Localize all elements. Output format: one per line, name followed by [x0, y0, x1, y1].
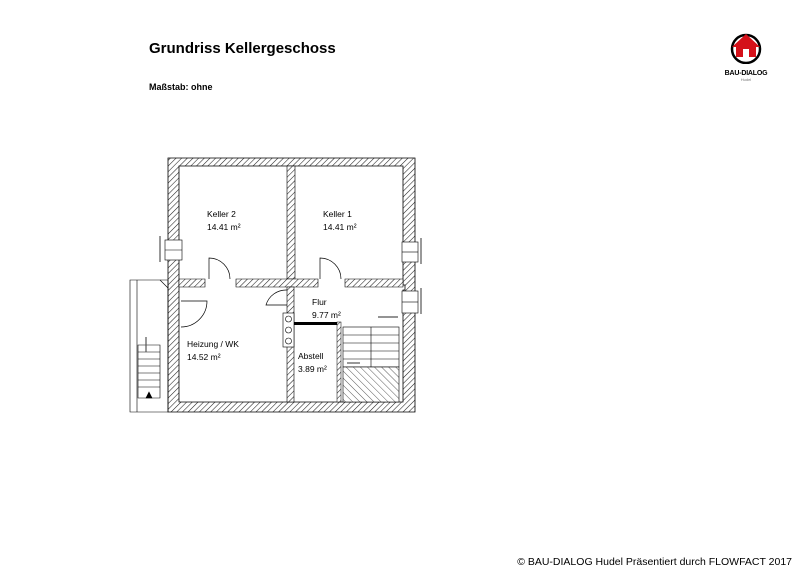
wall-mid-horizontal: [179, 279, 403, 287]
room-area-heizung: 14.52 m²: [187, 352, 221, 362]
room-label-flur: Flur: [312, 297, 327, 307]
wall-keller-divider: [287, 166, 295, 279]
room-area-keller-2: 14.41 m²: [207, 222, 241, 232]
scale-label: Maßstab: ohne: [149, 82, 213, 92]
wall-abstell-right: [337, 322, 341, 402]
page-title: Grundriss Kellergeschoss: [149, 40, 336, 57]
exterior-stairwell: [130, 280, 168, 412]
copyright-footer: © BAU-DIALOG Hudel Präsentiert durch FLOWFACT 2017: [517, 556, 792, 568]
room-area-keller-1: 14.41 m²: [323, 222, 357, 232]
room-area-flur: 9.77 m²: [312, 310, 341, 320]
interior-stairs: [343, 327, 399, 402]
chimney: [283, 313, 294, 347]
room-area-abstell: 3.89 m²: [298, 364, 327, 374]
room-label-heizung: Heizung / WK: [187, 339, 239, 349]
room-label-abstell: Abstell: [298, 351, 324, 361]
logo-subtext: Hudel: [740, 77, 752, 82]
wall-abstell-top: [294, 322, 340, 325]
room-label-keller-2: Keller 2: [207, 209, 236, 219]
room-label-keller-1: Keller 1: [323, 209, 352, 219]
logo-text: BAU-DIALOG: [724, 70, 768, 77]
